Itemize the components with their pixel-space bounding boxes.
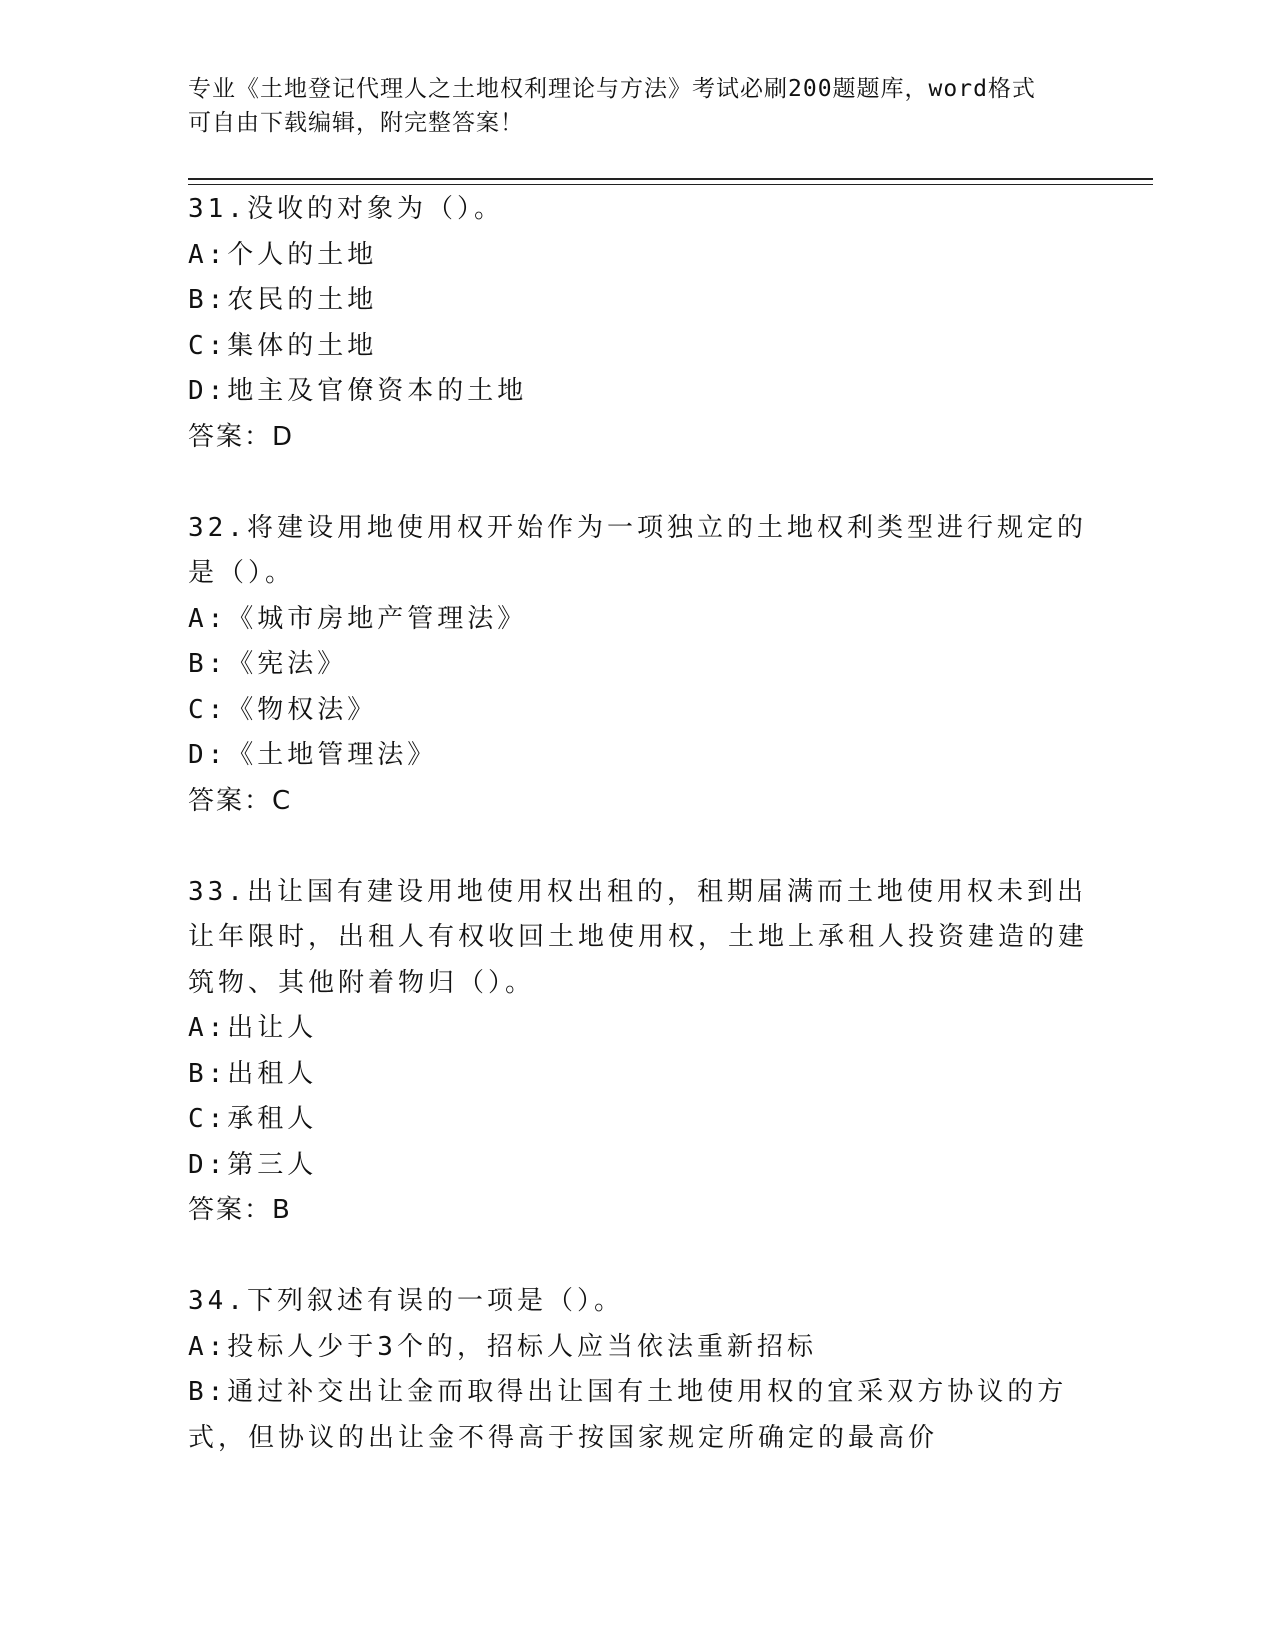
question-text: 33.出让国有建设用地使用权出租的，租期届满而土地使用权未到出让年限时，出租人有权收回土地使用权，土地上承租人投资建造的建筑物、其他附着物归（）。 (188, 876, 1089, 998)
option-a: A:个人的土地 (188, 239, 378, 270)
question-item-34 (188, 1279, 1088, 1461)
option-c: C:承租人 (188, 1104, 318, 1134)
question-item-31 (188, 187, 1088, 460)
question-list (188, 187, 1088, 1461)
option-a: A:《城市房地产管理法》 (188, 603, 528, 634)
option-c: C:《物权法》 (188, 694, 378, 725)
option-a: A:出让人 (188, 1013, 318, 1043)
option-b: B:出租人 (188, 1058, 318, 1089)
question-text: 31.没收的对象为（）。 (188, 194, 504, 224)
option-b: B:《宪法》 (188, 649, 348, 679)
question-text: 34.下列叙述有误的一项是（）。 (188, 1286, 624, 1316)
question-item-32 (188, 506, 1088, 825)
question-text: 32.将建设用地使用权开始作为一项独立的土地权利类型进行规定的是（）。 (188, 512, 1087, 588)
header-line-1: 专业《土地登记代理人之土地权利理论与方法》考试必刷200题题库，word格式 (188, 76, 1036, 102)
option-a: A:投标人少于3个的，招标人应当依法重新招标 (188, 1331, 817, 1362)
header-divider-thin (188, 184, 1153, 185)
header-line-2: 可自由下载编辑，附完整答案！ (188, 110, 524, 136)
option-b: B:农民的土地 (188, 285, 378, 315)
option-d: D:《土地管理法》 (188, 740, 438, 770)
answer-text: 答案：B (188, 1195, 292, 1225)
document-header (188, 72, 1068, 140)
option-d: D:地主及官僚资本的土地 (188, 376, 528, 406)
option-c: C:集体的土地 (188, 330, 378, 361)
header-divider-thick (188, 178, 1153, 180)
answer-text: 答案：C (188, 785, 293, 816)
answer-text: 答案：D (188, 421, 295, 452)
option-b: B:通过补交出让金而取得出让国有土地使用权的宜采双方协议的方式，但协议的出让金不得高于按国家规定所确定的最高价 (188, 1377, 1068, 1453)
question-item-33 (188, 870, 1088, 1234)
option-d: D:第三人 (188, 1149, 318, 1180)
